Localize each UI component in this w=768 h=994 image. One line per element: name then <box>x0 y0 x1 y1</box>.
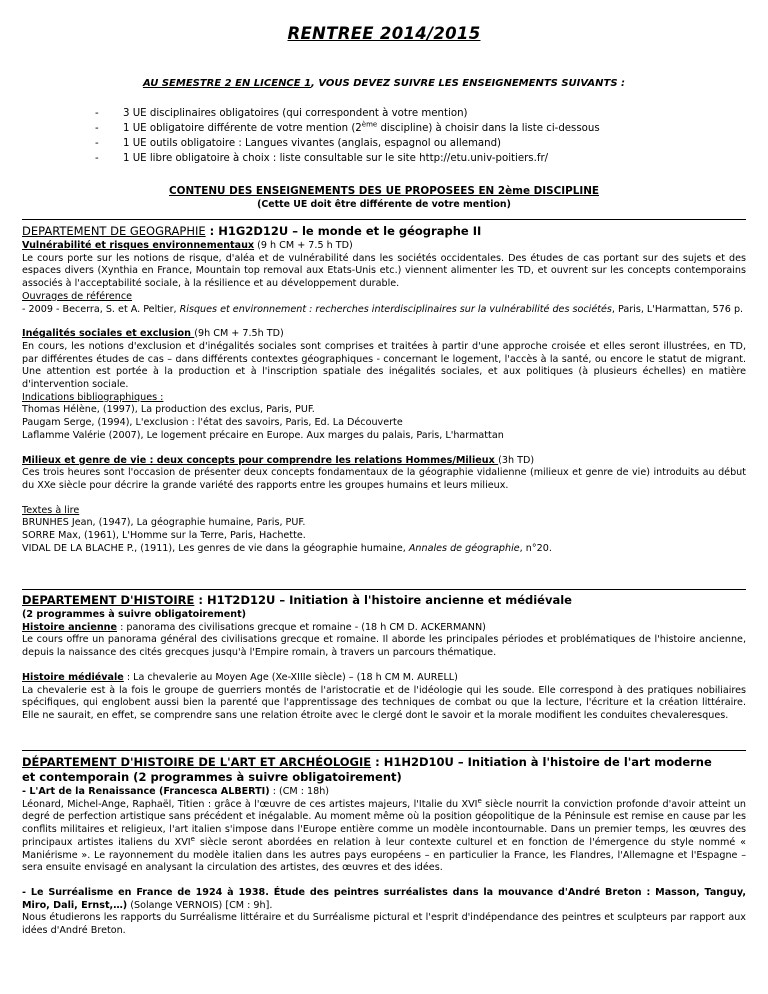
geo-c3-name: Milieux et genre de vie : deux concepts pour comprendre les relations Hommes/Milieux <box>22 454 499 466</box>
hist-m-sub: : La chevalerie au Moyen Age (Xe-XIIIe siècle) – (18 h CM M. AURELL) <box>123 671 458 683</box>
ref-pub: , n°20. <box>519 542 552 554</box>
art-heading <box>22 755 746 785</box>
geo-dept: DEPARTEMENT DE GEOGRAPHIE <box>22 224 206 238</box>
ref-title: Annales de géographie <box>408 542 520 554</box>
hist-note: (2 programmes à suivre obligatoirement) <box>22 609 247 620</box>
art-renaissance-title <box>22 786 746 799</box>
list-item <box>22 543 746 556</box>
geo-course2-text: En cours, les notions d'exclusion et d'inégalités sociales sont comprises et traitées à partir d'une approche croisée et elles seront illustrées, en TD, par différentes études de cas – dans différents contextes géographiques - concernant le logement, l'accès à la santé, ou encore le statut de migrant. Une attention est portée à la production et à l'inscription spatiale des inégalités sociales, et aux politiques (à plusieurs échelles) en matière d'intervention sociale. <box>22 340 746 391</box>
art-code-2: et contemporain (2 programmes à suivre obligatoirement) <box>22 770 402 784</box>
req-text: 1 UE obligatoire différente de votre mention (2 <box>123 123 362 134</box>
hist-m-name: Histoire médiévale <box>22 671 124 683</box>
list-item: Laflamme Valérie (2007), Le logement précaire en Europe. Aux marges du palais, Paris, L'harmattan <box>22 429 504 441</box>
geo-c1-hours: (9 h CM + 7.5 h TD) <box>254 240 353 251</box>
hist-code: : H1T2D12U – Initiation à l'histoire ancienne et médiévale <box>194 593 572 607</box>
hist-ancient-text: Le cours offre un panorama général des civilisations grecque et romaine. Il aborde les principales périodes et problématiques de l'histoire ancienne, depuis la naissance des cités grecques jusqu'à l'Empire romain, à travers un parcours thématique. <box>22 634 746 659</box>
art-dept: DÉPARTEMENT D'HISTOIRE DE L'ART ET ARCHÉOLOGIE <box>22 755 372 769</box>
geo-c1-refs-title: Ouvrages de référence <box>22 290 133 302</box>
list-item <box>95 121 600 136</box>
section-divider <box>22 219 746 220</box>
ref-author: - 2009 - Becerra, S. et A. Peltier, <box>22 303 180 315</box>
hist-medieval-title <box>22 672 746 685</box>
list-item: SORRE Max, (1961), L'Homme sur la Terre, Paris, Hachette. <box>22 530 306 542</box>
geo-course1-text: Le cours porte sur les notions de risque, d'aléa et de vulnérabilité dans les sociétés occidentales. Des études de cas portant sur des sujets et des espaces divers (Xynthia en France, Mountain top removal aux Etats-Unis etc.) viennent alimenter les TD, et ouvrent sur les concepts contemporains associés à l'acceptabilité sociale, à la résilience et au développement durable. <box>22 252 746 290</box>
hist-a-name: Histoire ancienne <box>22 621 118 633</box>
art-s-who: (Solange VERNOIS) [CM : 9h]. <box>127 899 273 911</box>
section-histoire-art <box>22 755 746 938</box>
req-tail: discipline) à choisir dans la liste ci-dessous <box>377 123 600 134</box>
art-r-sup: e <box>190 834 195 843</box>
section-histoire <box>22 593 746 723</box>
geo-course3-text: Ces trois heures sont l'occasion de présenter deux concepts fondamentaux de la géographie vidalienne (milieux et genre de vie) introduits au début du XXe siècle pour décrire la grande variété des rapports entre les groupes humains et leurs milieux. <box>22 467 746 491</box>
art-surrealisme-text: Nous étudierons les rapports du Surréalisme littéraire et du Surréalisme pictural et l'esprit d'indépendance des peintres et sculpteurs par rapport aux idées d'André Breton. <box>22 912 746 937</box>
hist-ancient-title <box>22 622 746 635</box>
section-divider <box>22 750 746 751</box>
section-divider <box>22 589 746 590</box>
ref-pub: , Paris, L'Harmattan, 576 p. <box>611 303 744 315</box>
section-geographie <box>22 224 746 555</box>
art-r-c: siècle seront abordées en relation à leur contexte culturel et en fonction de l'émergence du style nommé « Maniérisme ». Le rayonnement du modèle italien dans les autres pays européens – en particulier la France, les Flandres, l'Allemagne et l'Espagne – sera ensuite envisagé en analysant la circulation des artistes, des œuvres et des idées. <box>22 836 746 874</box>
list-item: - 3 UE disciplinaires obligatoires (qui correspondent à votre mention) <box>95 106 600 121</box>
geo-c2-hours: (9h CM + 7.5h TD) <box>194 328 284 340</box>
art-r-hours: : (CM : 18h) <box>269 786 330 797</box>
art-code-1: : H1H2D10U – Initiation à l'histoire de l'art moderne <box>371 755 712 769</box>
ref-title: Risques et environnement : recherches interdisciplinaires sur la vulnérabilité des sociétés <box>179 303 612 315</box>
art-r-b: siècle nourrit la conviction profonde d'avoir atteint un degré de perfection artistique sans précédent et inégalable. Au moment même où la position géopolitique de la Péninsule est remise en cause par les conflits militaires et religieux, l'art italien s'impose dans l'Europe entière comme un modèle incontournable. Dans un premier temps, les œuvres des principaux artistes italiens du XVI <box>22 798 746 848</box>
contenu-note: (Cette UE doit être différente de votre mention) <box>257 199 511 210</box>
geo-c1-ref <box>22 304 746 317</box>
page-title: RENTREE 2014/2015 <box>287 24 481 43</box>
geo-course2-title <box>22 328 746 341</box>
geo-course3-title <box>22 455 746 468</box>
hist-medieval-text: La chevalerie est à la fois le groupe de guerriers montés de l'aristocratie et de l'idéologie qui les soude. Elle correspond à des pratiques nobiliaires spécifiques, qui englobent aussi bien la parenté que l'apprentissage des techniques de combat ou que la lecture, l'écriture et la création littéraire. Elle ne saurait, en effet, se comprendre sans une relation étroite avec le clergé dont le savoir et la morale modifient les conduites chevaleresques. <box>22 684 746 721</box>
art-surrealisme-title <box>22 887 746 912</box>
subtitle-underlined: AU SEMESTRE 2 EN LICENCE 1 <box>142 78 312 89</box>
contenu-header <box>0 184 768 212</box>
geo-course1-title <box>22 240 746 253</box>
geo-c2-biblio: Indications bibliographiques : <box>22 391 164 403</box>
hist-heading <box>22 593 746 608</box>
contenu-title: CONTENU DES ENSEIGNEMENTS DES UE PROPOSEES EN 2ème DISCIPLINE <box>169 185 599 197</box>
art-r-a: Léonard, Michel-Ange, Raphaël, Titien : grâce à l'œuvre de ces artistes majeurs, l'Italie du XVI <box>22 798 478 810</box>
subtitle-rest: , VOUS DEVEZ SUIVRE LES ENSEIGNEMENTS SUIVANTS : <box>311 78 626 89</box>
art-s-name: - Le Surréalisme en France de 1924 à 1938. Étude des peintres surréalistes dans la mouvance d'André Breton : Masson, Tanguy, Miro, Dali, Ernst,…) <box>22 886 746 911</box>
geo-c1-name: Vulnérabilité et risques environnementaux <box>22 240 255 251</box>
geo-c3-hours: (3h TD) <box>498 454 535 466</box>
list-item: Thomas Hélène, (1997), La production des exclus, Paris, PUF. <box>22 404 315 416</box>
geo-c2-name: Inégalités sociales et exclusion <box>22 328 195 340</box>
list-item: - 1 UE libre obligatoire à choix : liste consultable sur le site http://etu.univ-poitiers.fr/ <box>95 151 600 166</box>
requirements-list <box>95 106 600 166</box>
geo-c3-read: Textes à lire <box>22 504 80 516</box>
art-renaissance-text <box>22 796 746 875</box>
list-item: BRUNHES Jean, (1947), La géographie humaine, Paris, PUF. <box>22 517 306 529</box>
req-sup: ème <box>361 120 378 129</box>
hist-dept: DEPARTEMENT D'HISTOIRE <box>22 593 195 607</box>
semester-subtitle <box>0 78 768 91</box>
list-item: Paugam Serge, (1994), L'exclusion : l'état des savoirs, Paris, Ed. La Découverte <box>22 417 403 429</box>
hist-a-sub: : panorama des civilisations grecque et romaine - (18 h CM D. ACKERMANN) <box>117 621 486 633</box>
list-item: - 1 UE outils obligatoire : Langues vivantes (anglais, espagnol ou allemand) <box>95 136 600 151</box>
ref-author: VIDAL DE LA BLACHE P., (1911), Les genres de vie dans la géographie humaine, <box>22 542 409 554</box>
art-r-sup: e <box>477 796 482 805</box>
univ-link[interactable]: http://etu.univ-poitiers.fr/ <box>419 153 549 164</box>
geo-code: : H1G2D12U – le monde et le géographe II <box>205 224 482 238</box>
geo-heading <box>22 224 746 239</box>
art-r-name: - L'Art de la Renaissance (Francesca ALBERTI) <box>22 786 270 797</box>
